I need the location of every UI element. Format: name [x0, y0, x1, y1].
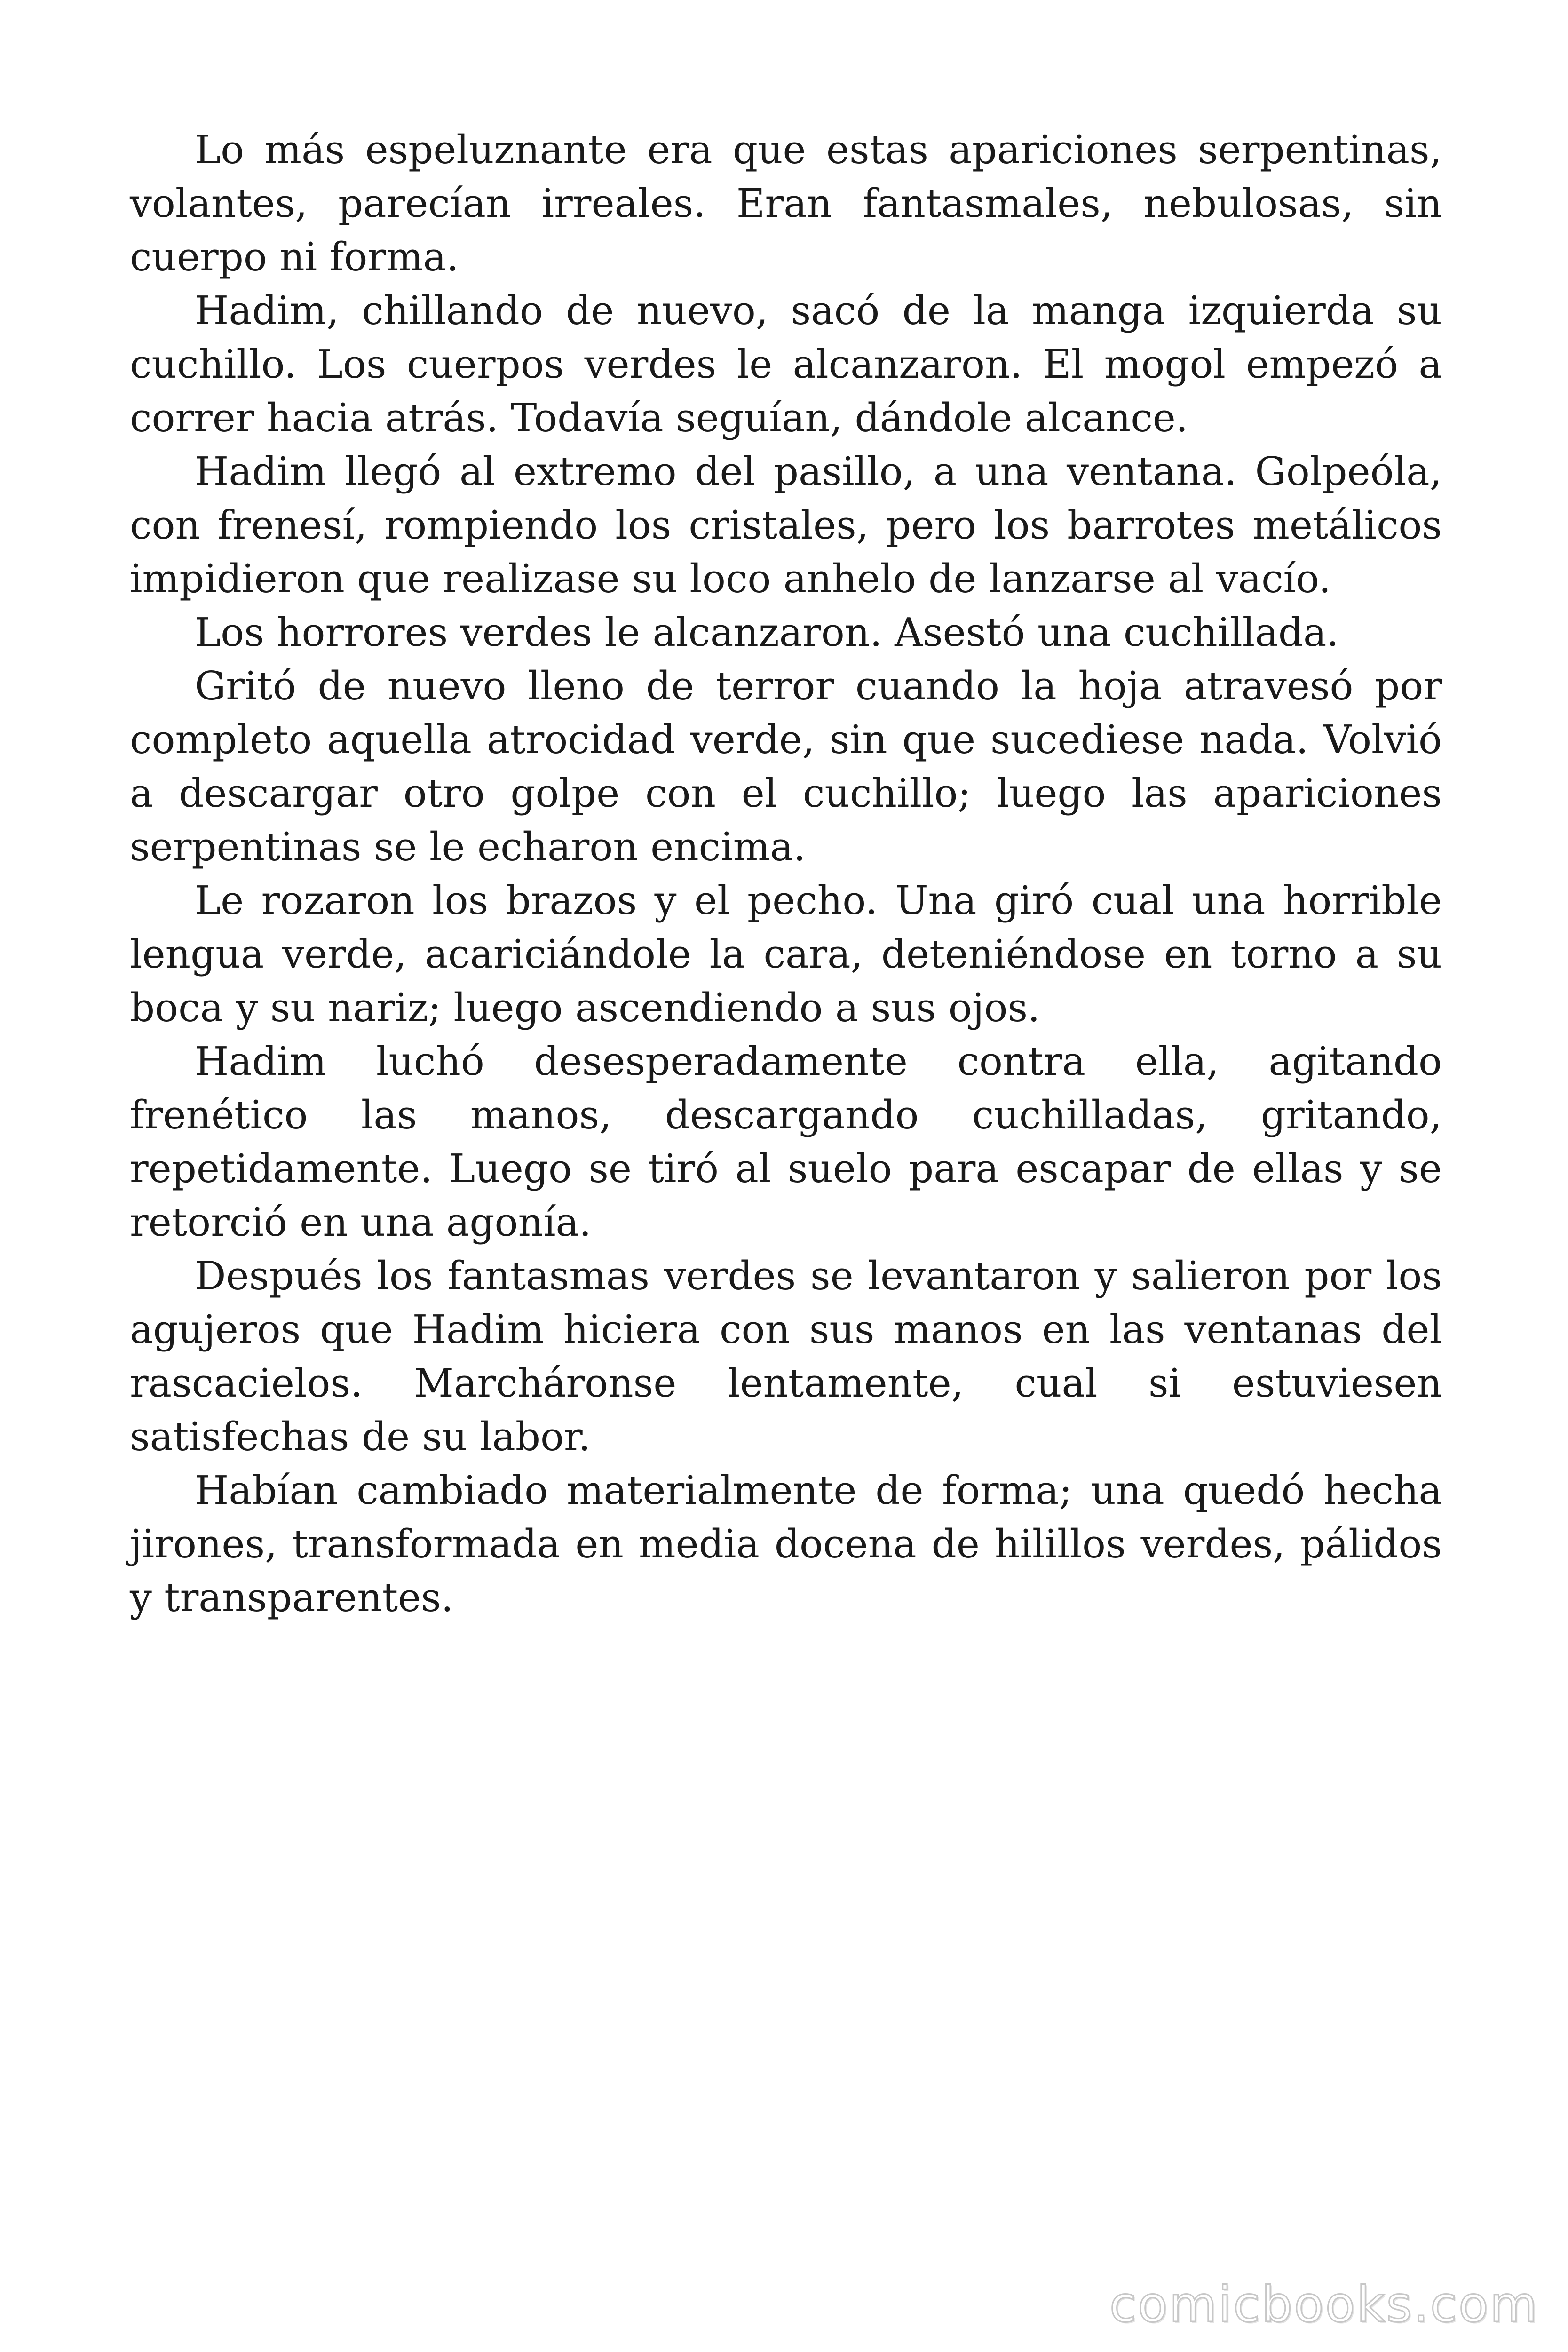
paragraph-3: Hadim llegó al extremo del pasillo, a una ventana. Golpeóla, con frenesí, rompiendo los cristales, pero los barrotes metálicos impidieron que realizase su loco anhelo de lanzarse al vacío.	[130, 449, 1442, 602]
paragraph-1: Lo más espeluznante era que estas apariciones serpentinas, volantes, parecían irreales. Eran fantasmales, nebulosas, sin cuerpo ni forma.	[130, 127, 1442, 280]
paragraph-6: Le rozaron los brazos y el pecho. Una giró cual una horrible lengua verde, acariciándole la cara, deteniéndose en torno a su boca y su nariz; luego ascendiendo a sus ojos.	[130, 878, 1442, 1031]
paragraph-7: Hadim luchó desesperadamente contra ella, agitando frenético las manos, descargando cuchilladas, gritando, repetidamente. Luego se tiró al suelo para escapar de ellas y se retorció en una agonía.	[130, 1039, 1442, 1245]
paragraph-4: Los horrores verdes le alcanzaron. Asestó una cuchillada.	[195, 610, 1339, 655]
paragraph-8: Después los fantasmas verdes se levantaron y salieron por los agujeros que Hadim hiciera con sus manos en las ventanas del rascacielos. Marcháronse lentamente, cual si estuviesen satisfechas de su labor.	[130, 1253, 1442, 1460]
body-text	[130, 123, 1442, 1625]
paragraph-2: Hadim, chillando de nuevo, sacó de la manga izquierda su cuchillo. Los cuerpos verdes le alcanzaron. El mogol empezó a correr hacia atrás. Todavía seguían, dándole alcance.	[130, 288, 1442, 441]
paragraph-9: Habían cambiado materialmente de forma; una quedó hecha jirones, transformada en media docena de hilillos verdes, pálidos y transparentes.	[130, 1468, 1442, 1621]
watermark: comicbooks.com	[1109, 2276, 1539, 2333]
paragraph-5: Gritó de nuevo lleno de terror cuando la hoja atravesó por completo aquella atrocidad verde, sin que sucediese nada. Volvió a descargar otro golpe con el cuchillo; luego las apariciones serpentinas se le echaron encima.	[130, 663, 1442, 870]
